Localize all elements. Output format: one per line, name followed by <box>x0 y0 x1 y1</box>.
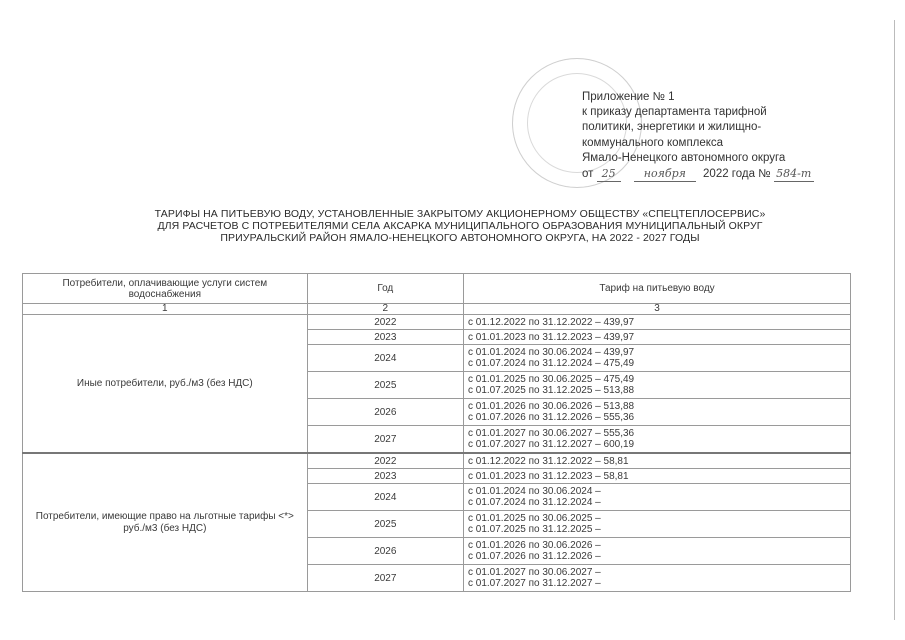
tariff-cell <box>463 538 850 565</box>
tariff-period-line: с 01.01.2024 по 30.06.2024 – 439,97 <box>467 347 635 358</box>
year-cell: 2026 <box>307 399 463 426</box>
tariff-period-line: с 01.01.2027 по 30.06.2027 – <box>467 567 601 578</box>
tariff-period-line: с 01.07.2024 по 31.12.2024 – 475,49 <box>467 358 635 369</box>
year-cell: 2022 <box>307 315 463 330</box>
table-body <box>23 304 851 592</box>
date-prefix: от <box>582 168 594 181</box>
year-cell: 2027 <box>307 565 463 592</box>
tariff-cell <box>463 330 850 345</box>
tariff-cell <box>463 426 850 454</box>
year-cell: 2024 <box>307 345 463 372</box>
appendix-header <box>582 90 814 182</box>
page-edge-line <box>894 20 895 620</box>
tariff-period-line: с 01.01.2023 по 31.12.2023 – 439,97 <box>467 331 635 343</box>
year-cell: 2025 <box>307 511 463 538</box>
order-date-line <box>582 166 814 182</box>
column-number-row <box>23 304 851 315</box>
tariff-cell <box>463 372 850 399</box>
order-number: 584-т <box>774 166 814 182</box>
appendix-line: коммунального комплекса <box>582 136 724 149</box>
year-cell: 2023 <box>307 330 463 345</box>
header-tariff: Тариф на питьевую воду <box>463 274 850 304</box>
year-cell: 2025 <box>307 372 463 399</box>
tariff-period-line: с 01.01.2026 по 30.06.2026 – <box>467 540 601 551</box>
tariff-cell <box>463 345 850 372</box>
year-cell: 2027 <box>307 426 463 454</box>
title-line: ДЛЯ РАСЧЕТОВ С ПОТРЕБИТЕЛЯМИ СЕЛА АКСАРКА МУНИЦИПАЛЬНОГО ОБРАЗОВАНИЯ МУНИЦИПАЛЬНЫЙ ОКРУГ <box>157 220 763 232</box>
tariff-cell <box>463 511 850 538</box>
tariff-period-line: с 01.01.2025 по 30.06.2025 – 475,49 <box>467 374 635 385</box>
date-month: ноября <box>634 166 696 182</box>
date-day: 25 <box>597 166 621 182</box>
tariff-cell <box>463 315 850 330</box>
tariff-cell <box>463 399 850 426</box>
tariff-period-line: с 01.07.2026 по 31.12.2026 – 555,36 <box>467 412 635 423</box>
tariff-period-line: с 01.01.2025 по 30.06.2025 – <box>467 513 601 524</box>
date-suffix: 2022 года № <box>703 168 771 181</box>
col-number: 1 <box>23 304 308 315</box>
year-cell: 2026 <box>307 538 463 565</box>
tariff-period-line: с 01.07.2025 по 31.12.2025 – 513,88 <box>467 385 635 396</box>
tariff-period-line: с 01.01.2026 по 30.06.2026 – 513,88 <box>467 401 635 412</box>
title-line: ПРИУРАЛЬСКИЙ РАЙОН ЯМАЛО-НЕНЕЦКОГО АВТОНОМНОГО ОКРУГА, НА 2022 - 2027 ГОДЫ <box>220 232 700 244</box>
tariff-period-line: с 01.07.2025 по 31.12.2025 – <box>467 524 601 535</box>
appendix-line: Приложение № 1 <box>582 91 675 103</box>
tariff-cell <box>463 565 850 592</box>
tariff-cell <box>463 469 850 484</box>
header-consumers: Потребители, оплачивающие услуги систем водоснабжения <box>23 274 308 304</box>
appendix-line: Ямало-Ненецкого автономного округа <box>582 151 786 164</box>
tariff-period-line: с 01.12.2022 по 31.12.2022 – 58,81 <box>467 455 629 467</box>
tariff-period-line: с 01.07.2026 по 31.12.2026 – <box>467 551 601 562</box>
tariff-cell <box>463 484 850 511</box>
consumer-group-cell: Иные потребители, руб./м3 (без НДС) <box>23 315 308 454</box>
col-number: 2 <box>307 304 463 315</box>
tariff-period-line: с 01.01.2024 по 30.06.2024 – <box>467 486 601 497</box>
table-row <box>23 315 851 330</box>
year-cell: 2022 <box>307 453 463 469</box>
tariff-table <box>22 273 851 592</box>
title-line: ТАРИФЫ НА ПИТЬЕВУЮ ВОДУ, УСТАНОВЛЕННЫЕ ЗАКРЫТОМУ АКЦИОНЕРНОМУ ОБЩЕСТВУ «СПЕЦТЕПЛОСЕРВИС» <box>154 208 766 220</box>
tariff-period-line: с 01.01.2027 по 30.06.2027 – 555,36 <box>467 428 635 439</box>
table-row <box>23 453 851 469</box>
tariff-period-line: с 01.07.2024 по 31.12.2024 – <box>467 497 601 508</box>
consumer-group-cell: Потребители, имеющие право на льготные тарифы <*> руб./м3 (без НДС) <box>23 453 308 592</box>
tariff-period-line: с 01.07.2027 по 31.12.2027 – <box>467 578 601 589</box>
tariff-cell <box>463 453 850 469</box>
tariff-period-line: с 01.07.2027 по 31.12.2027 – 600,19 <box>467 439 635 450</box>
year-cell: 2023 <box>307 469 463 484</box>
appendix-line: политики, энергетики и жилищно- <box>582 121 762 134</box>
tariff-period-line: с 01.01.2023 по 31.12.2023 – 58,81 <box>467 470 629 482</box>
tariff-period-line: с 01.12.2022 по 31.12.2022 – 439,97 <box>467 316 635 328</box>
document-title <box>60 208 860 244</box>
appendix-line: к приказу департамента тарифной <box>582 106 767 119</box>
year-cell: 2024 <box>307 484 463 511</box>
col-number: 3 <box>463 304 850 315</box>
header-year: Год <box>307 274 463 304</box>
